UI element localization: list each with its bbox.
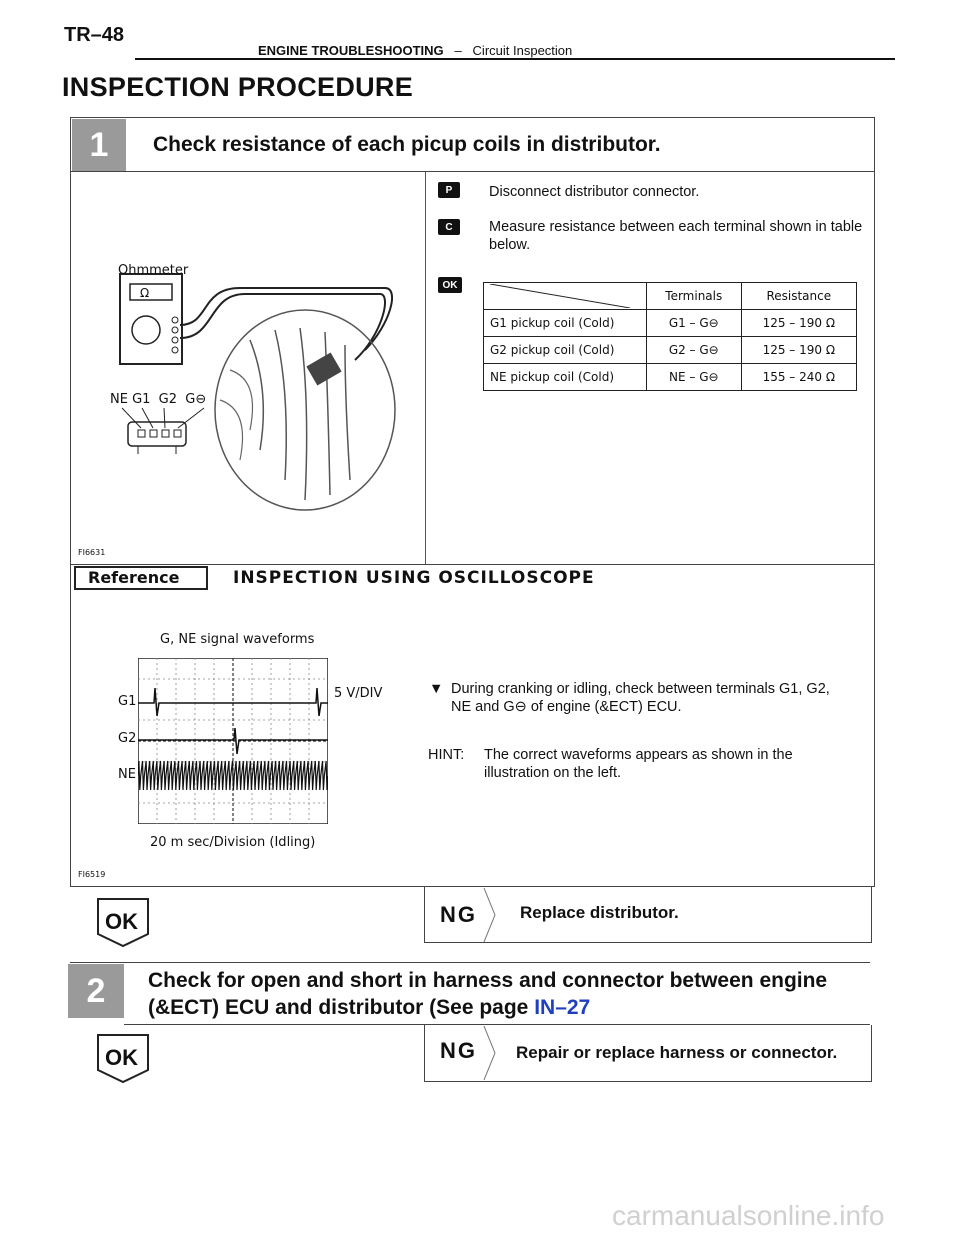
reference-title: INSPECTION USING OSCILLOSCOPE: [233, 568, 595, 588]
ng-arrow-1: [483, 888, 497, 947]
waveform-title: G, NE signal waveforms: [160, 632, 315, 647]
step2-top-rule: [70, 962, 870, 963]
table-cell: 125 – 190 Ω: [741, 337, 856, 364]
header-rule: [135, 58, 895, 60]
channel-g1-label: G1: [118, 694, 137, 709]
table-row: [484, 337, 857, 364]
check-text: Measure resistance between each terminal shown in table below.: [489, 219, 863, 253]
timebase-label: 20 m sec/Division (Idling): [150, 835, 316, 850]
step2-title-line1: Check for open and short in harness and connector between engine: [148, 969, 828, 992]
figure-id-1: FI6631: [78, 548, 106, 557]
table-cell: 155 – 240 Ω: [741, 364, 856, 391]
prepare-text: Disconnect distributor connector.: [489, 184, 700, 200]
ohm-symbol: Ω: [140, 286, 150, 300]
page-link[interactable]: IN–27: [534, 996, 591, 1019]
watermark: carmanualsonline.info: [612, 1200, 885, 1231]
scale-label: 5 V/DIV: [334, 686, 383, 701]
figure-id-2: FI6519: [78, 870, 106, 879]
table-cell: NE – G⊖: [647, 364, 742, 391]
channel-g2-label: G2: [118, 731, 137, 746]
terminal-labels: NE G1 G2 G⊖: [110, 392, 207, 407]
page-number: TR–48: [64, 24, 125, 46]
table-header-resistance: Resistance: [741, 283, 856, 310]
table-row: [484, 364, 857, 391]
ng-action-2: Repair or replace harness or connector.: [516, 1043, 838, 1062]
oscilloscope-waveform: [138, 658, 328, 824]
table-cell: G2 pickup coil (Cold): [484, 337, 647, 364]
ng-label-2: NG: [440, 1038, 477, 1063]
ok-tag: OK: [438, 277, 462, 293]
step2-number: 2: [68, 964, 124, 1018]
channel-ne-label: NE: [118, 767, 136, 782]
ng-label-1: NG: [440, 902, 477, 927]
page-title: INSPECTION PROCEDURE: [62, 72, 414, 102]
subsection-name: Circuit Inspection: [472, 43, 573, 58]
table-header-terminals: Terminals: [647, 283, 742, 310]
table-cell: 125 – 190 Ω: [741, 310, 856, 337]
step1-number: 1: [72, 119, 126, 171]
table-cell: G2 – G⊖: [647, 337, 742, 364]
ohmmeter-label: Ohmmeter: [118, 263, 189, 278]
reference-rule: [70, 564, 875, 565]
step1-title: Check resistance of each picup coils in distributor.: [153, 133, 661, 156]
table-header-blank: [484, 283, 647, 310]
table-cell: G1 pickup coil (Cold): [484, 310, 647, 337]
hint-text: The correct waveforms appears as shown in the illustration on the left.: [484, 747, 793, 781]
running-header: [258, 43, 572, 58]
step2-title-text: (&ECT) ECU and distributor (See page: [148, 996, 535, 1019]
prepare-tag: P: [438, 182, 460, 198]
scope-instruction: During cranking or idling, check between terminals G1, G2, NE and G⊖ of engine (&ECT) ECU.: [451, 681, 830, 715]
step1-divider: [425, 172, 426, 564]
section-name: ENGINE TROUBLESHOOTING: [258, 43, 444, 58]
table-row: [484, 310, 857, 337]
check-tag: C: [438, 219, 460, 235]
ng-arrow-2: [483, 1026, 497, 1085]
header-separator: –: [454, 43, 462, 58]
ng-action-1: Replace distributor.: [520, 903, 679, 922]
bullet-icon: ▼: [429, 681, 444, 697]
hint-label: HINT:: [428, 747, 465, 763]
table-cell: NE pickup coil (Cold): [484, 364, 647, 391]
reference-badge: Reference: [74, 566, 208, 590]
resistance-table: [483, 282, 857, 391]
step2-title-line2: [148, 996, 590, 1020]
step1-title-rule: [70, 171, 875, 172]
ok-label-2: OK: [105, 1045, 138, 1070]
ok-label-1: OK: [105, 909, 138, 934]
table-cell: G1 – G⊖: [647, 310, 742, 337]
